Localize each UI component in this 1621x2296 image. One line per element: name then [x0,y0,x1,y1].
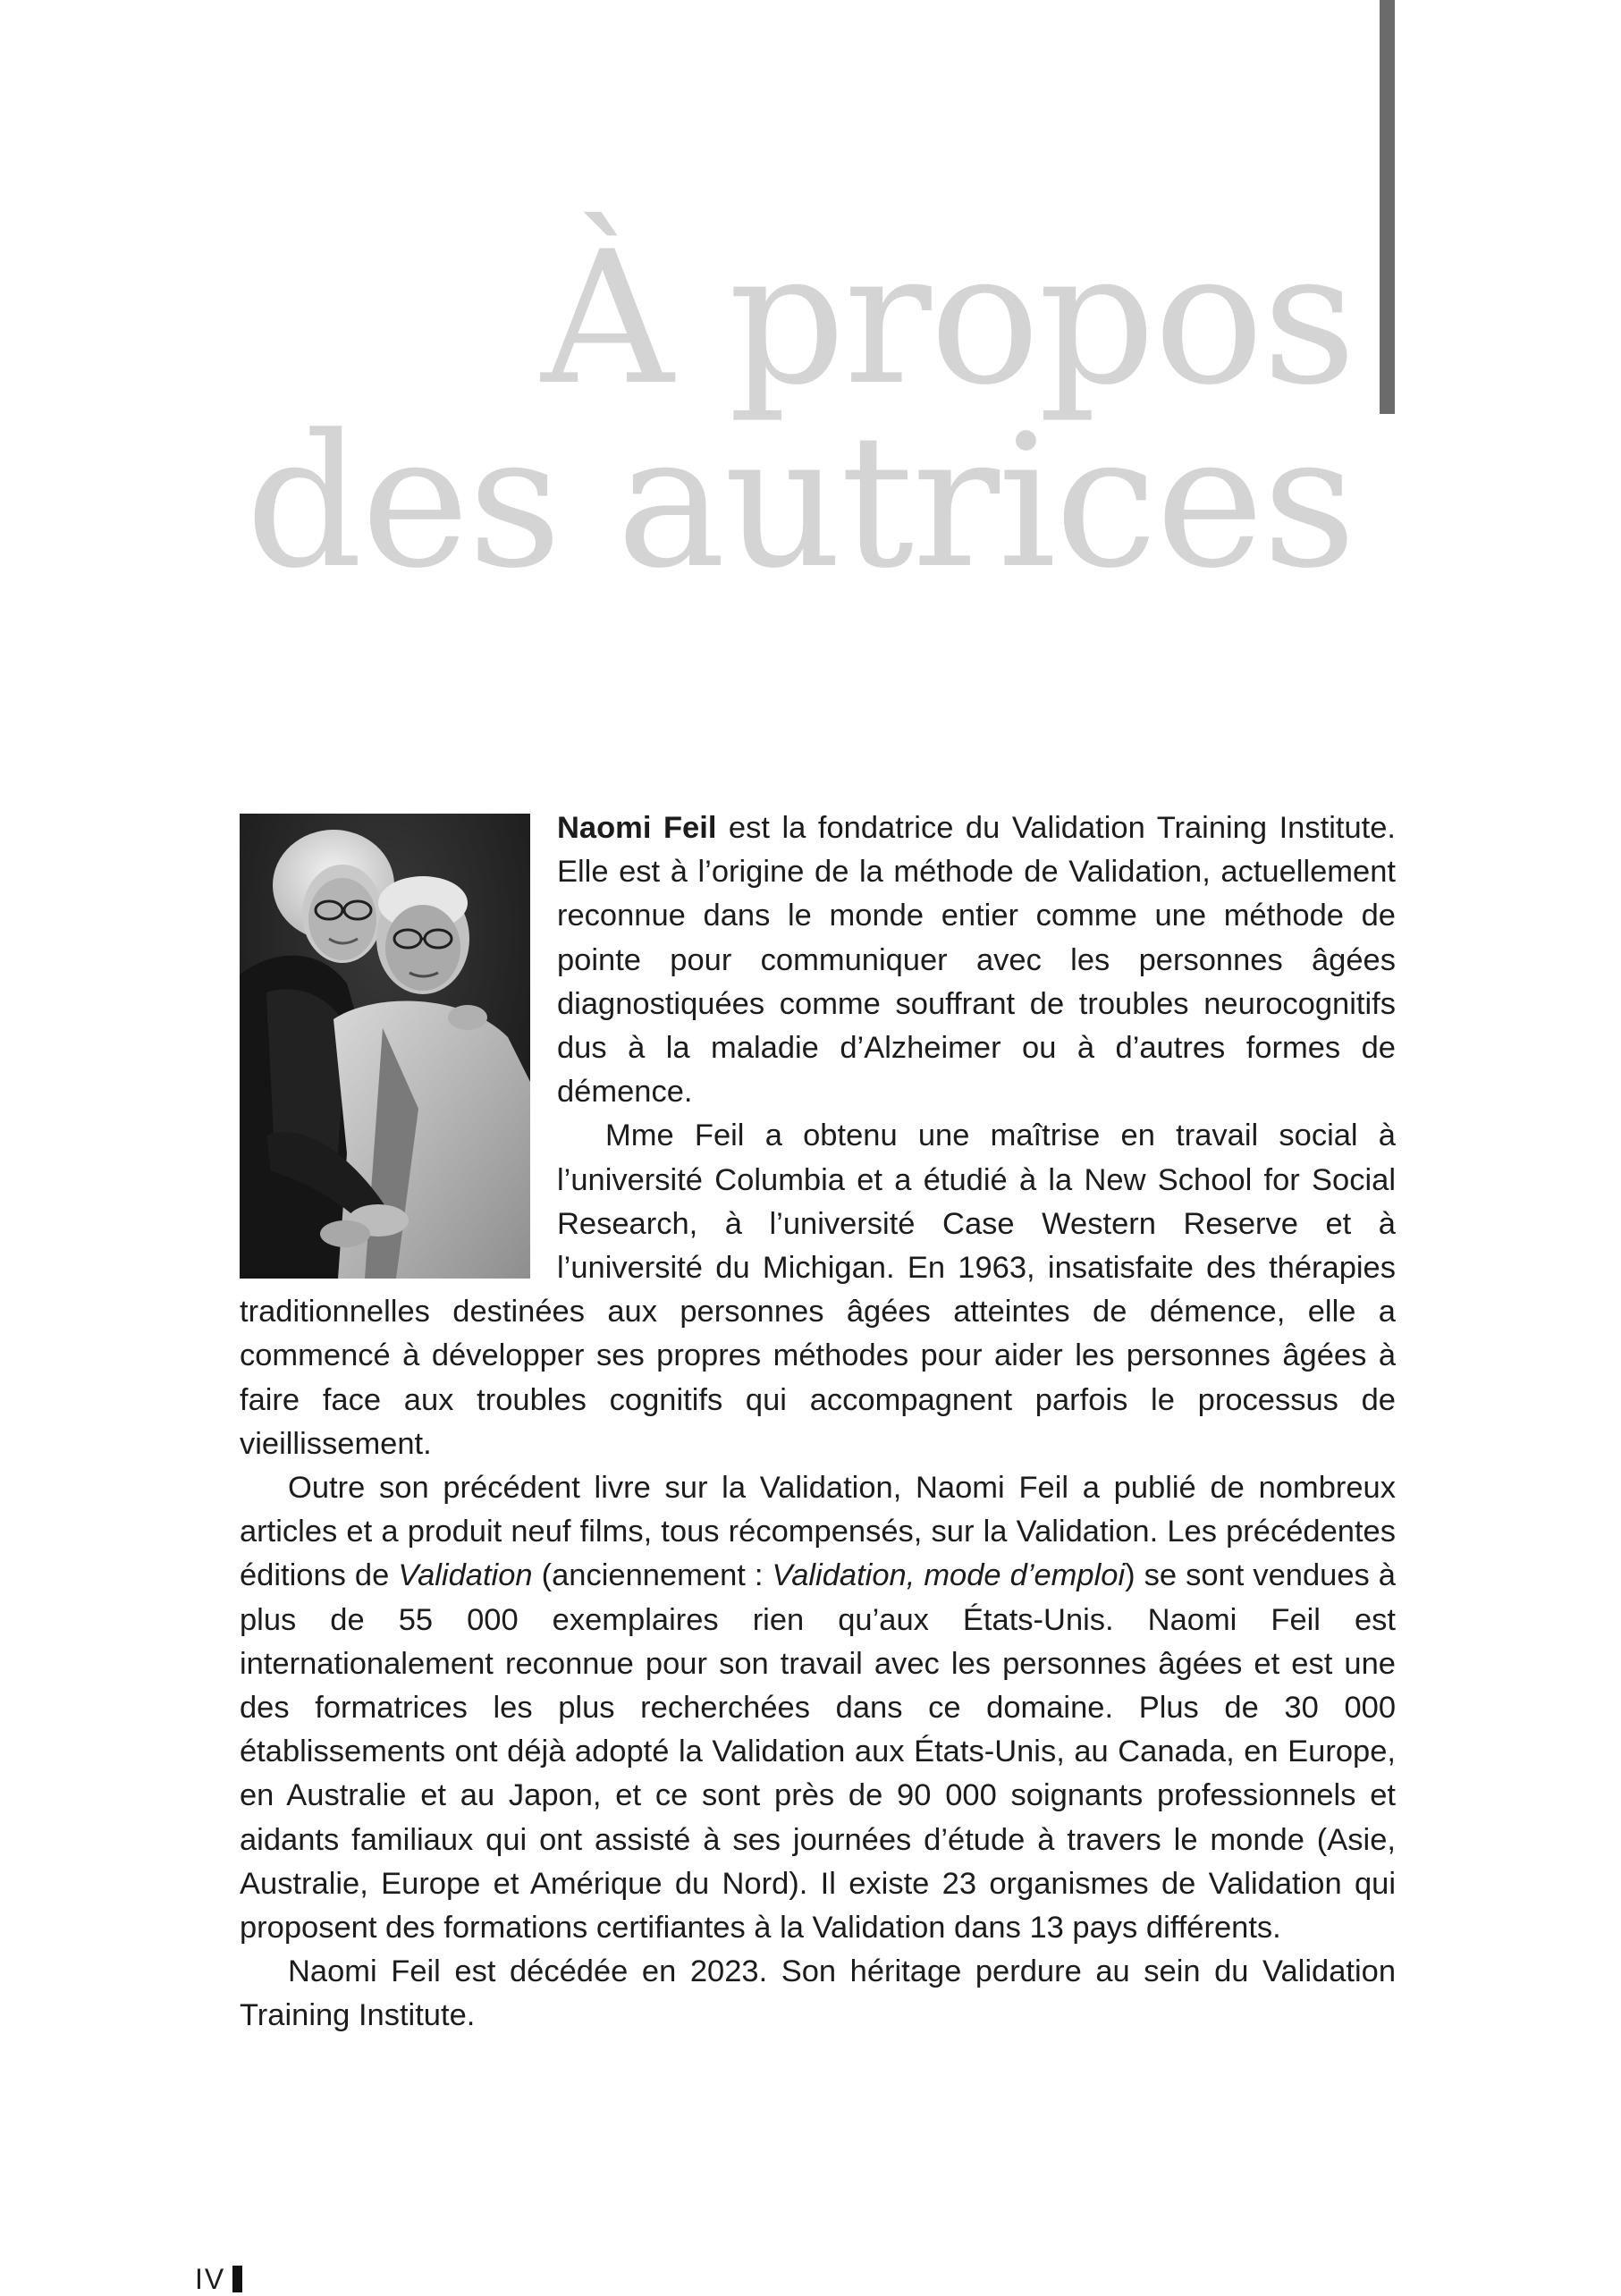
paragraph-4: Naomi Feil est décédée en 2023. Son héritage perdure au sein du Validation Training Institute. [240,1954,1396,2033]
corner-accent-bar [1380,0,1395,414]
paragraph-1-text: est la fondatrice du Validation Training Institute. Elle est à l’origine de la méthode de Validation, actuellement reconnue dans le monde entier comme une méthode de pointe pour communiquer avec les personnes âgées diagnostiquées comme souffrant de troubles neurocognitifs dus à la maladie d’Alzheimer ou à d’autres formes de démence. [557,811,1396,1110]
author-name: Naomi Feil [557,811,717,845]
paragraph-3-text-b: (anciennement : [532,1558,773,1593]
paragraph-3-text-c: ) se sont vendues à plus de 55 000 exemplaires rien qu’aux États-Unis. Naomi Feil est internationalement reconnue pour son travail avec les personnes âgées et est une des formatrices les plus recherchées dans ce domaine. Plus de 30 000 établissements ont déjà adopté la Validation aux États-Unis, au Canada, en Europe, en Australie et au Japon, et ce sont près de 90 000 soignants professionnels et aidants familiaux qui ont assisté à ses journées d’étude à travers le monde (Asie, Australie, Europe et Amérique du Nord). Il existe 23 organismes de Validation qui proposent des formations certifiantes à la Validation dans 13 pays différents. [240,1558,1396,1946]
book-title-validation: Validation [398,1558,533,1593]
paragraph-3-text-a: Outre son précédent livre sur la Validation, Naomi Feil a publié de nombreux articles et a produit neuf films, tous récompensés, sur la Validation. Les précédentes éditions de [240,1471,1396,1593]
page-number: IV [195,2262,226,2295]
chapter-body [240,806,1396,2039]
chapter-title-line-1: À propos [541,213,1355,426]
paragraph-3 [240,1466,1396,1950]
paragraph-2: Mme Feil a obtenu une maîtrise en travail social à l’université Columbia et a étudié à la New School for Social Research, à l’université Case Western Reserve et à l’université du Michigan. En 1963, insatisfaite des thérapies traditionnelles destinées aux personnes âgées atteintes de démence, elle a commencé à développer ses propres méthodes pour aider les personnes âgées à faire face aux troubles cognitifs qui accompagnent parfois le processus de vieillissement. [240,1118,1396,1461]
page-footer [195,2262,242,2296]
portrait-photo-icon [240,814,530,1279]
chapter-title [245,213,1355,609]
book-title-mode-emploi: Validation, mode d’emploi [772,1558,1126,1593]
author-photo [240,814,530,1279]
chapter-title-line-2: des autrices [245,396,1355,609]
